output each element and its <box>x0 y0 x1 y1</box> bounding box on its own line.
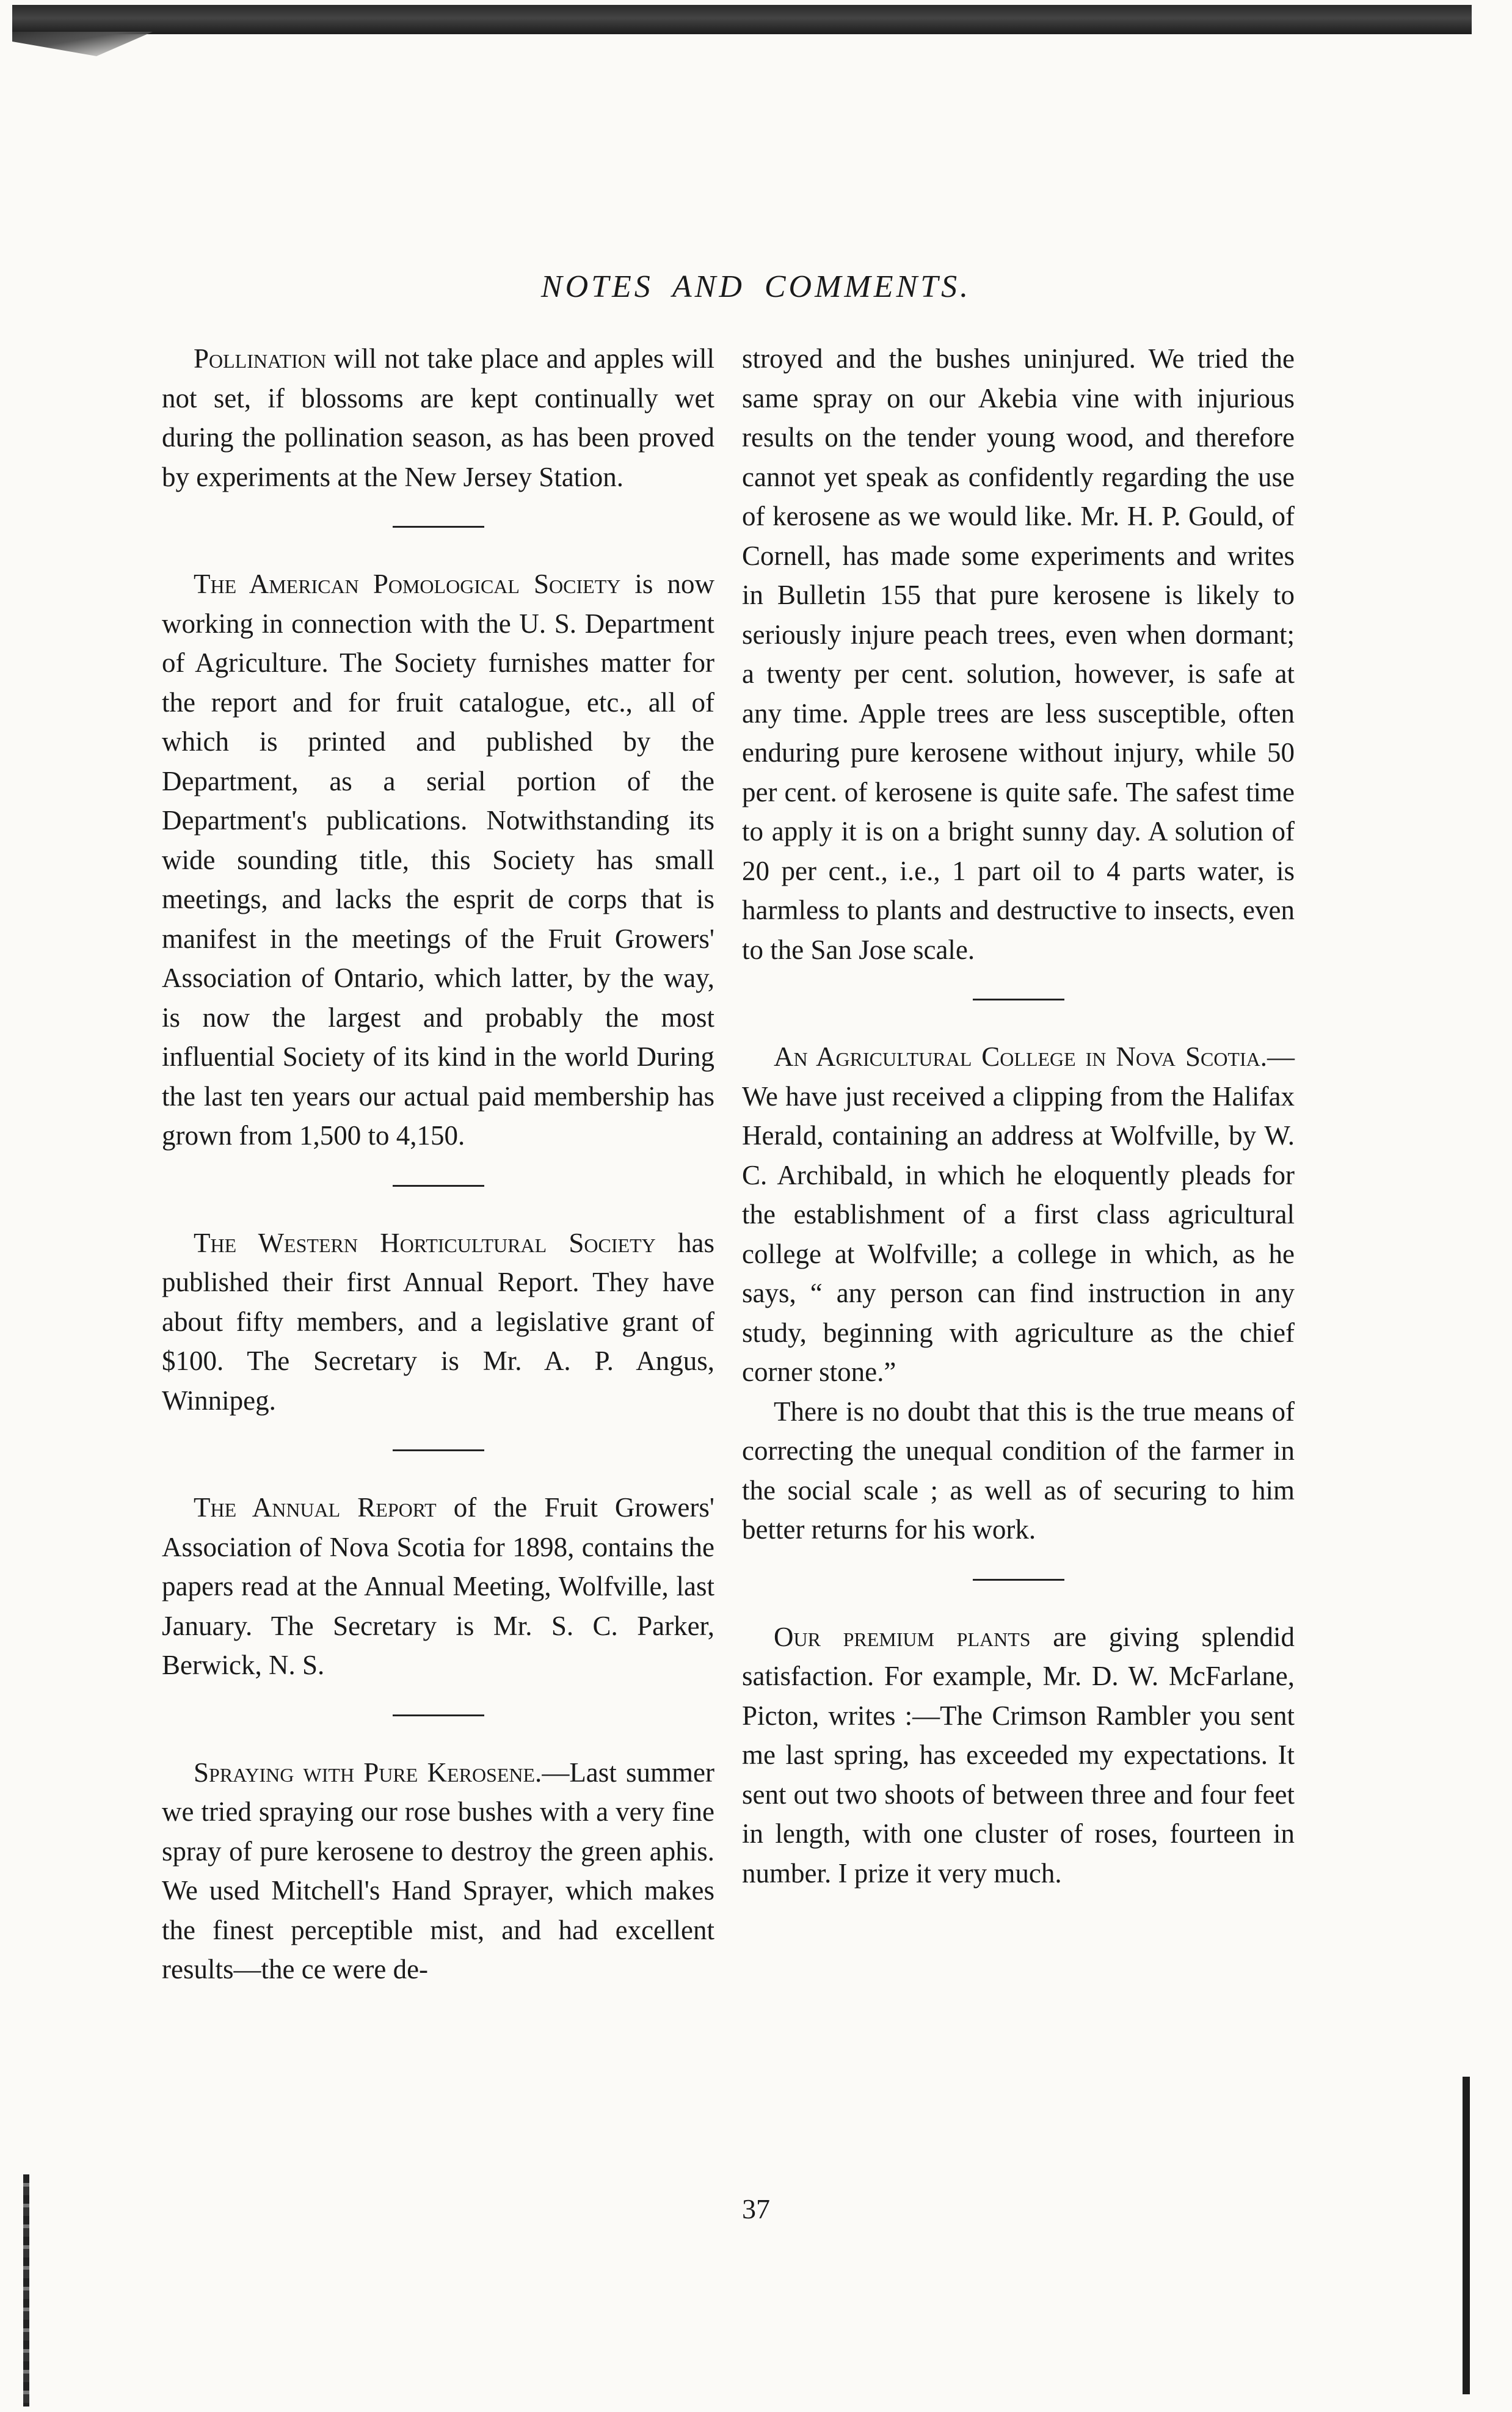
section-rule <box>393 1449 484 1451</box>
page-title: NOTES AND COMMENTS. <box>540 269 972 304</box>
note-kerosene-spraying <box>162 1753 714 1989</box>
note-text: are giving splendid satisfaction. For example, Mr. D. W. McFarlane, Picton, writes :—The Crimson Rambler you sent me last spring, has exceeded my expectations. It sent out two shoots of between three and four feet in length, with one cluster of roses, fourteen in number. I prize it very much. <box>742 1621 1295 1889</box>
section-rule <box>973 1579 1064 1581</box>
note-text: will not take place and apples will not set, if blossoms are kept continually wet during the pollination season, as has been proved by experiments at the New Jersey Station. <box>162 343 714 492</box>
note-lead: The American Pomological Society <box>194 569 621 599</box>
note-lead: Spraying with Pure Kerosene. <box>194 1757 542 1788</box>
note-pollination <box>162 339 714 497</box>
scan-edge-corner <box>12 32 153 56</box>
page-number: 37 <box>742 2193 770 2224</box>
note-text: There is no doubt that this is the true means of correcting the unequal condition of the farmer in the social scale ; as well as of securing to him better returns for his work. <box>742 1396 1295 1545</box>
note-text: is now working in connection with the U. S. Department of Agriculture. The Society furnishes matter for the report and for fruit catalogue, etc., all of which is printed and published by the Department, as a serial portion of the Department's publications. Notwithstanding its wide sounding title, this Society has small meetings, and lacks the esprit de corps that is manifest in the meetings of the Fruit Growers' Association of Ontario, which latter, by the way, is now the largest and probably the most influential Society of its kind in the world During the last ten years our actual paid membership has grown from 1,500 to 4,150. <box>162 569 714 1151</box>
note-annual-report <box>162 1488 714 1685</box>
note-lead: An Agricultural College in Nova Scotia. <box>774 1041 1267 1072</box>
scan-edge-top <box>12 5 1472 34</box>
note-lead: The Annual Report <box>194 1492 437 1523</box>
section-rule <box>973 999 1064 1000</box>
note-lead: Our premium plants <box>774 1621 1031 1652</box>
note-text: has published their first Annual Report. They have about fifty members, and a legislative grant of $100. The Secretary is Mr. A. P. Angus, Winnipeg. <box>162 1227 714 1416</box>
right-column <box>742 339 1295 1893</box>
note-text: —Last summer we tried spraying our rose bushes with a very fine spray of pure kerosene to destroy the green aphis. We used Mitchell's Hand Sprayer, which makes the finest perceptible mist, and had excellent results—the ce were de- <box>162 1757 714 1984</box>
note-pomological-society <box>162 564 714 1156</box>
note-text: of the Fruit Growers' Association of Nova Scotia for 1898, contains the papers read at the Annual Meeting, Wolfville, last January. The Secretary is Mr. S. C. Parker, Berwick, N. S. <box>162 1492 714 1680</box>
scan-edge-right <box>1463 2077 1470 2394</box>
note-agricultural-college-followup <box>742 1392 1295 1550</box>
left-column <box>162 339 714 1989</box>
section-rule <box>393 1714 484 1716</box>
note-lead: Pollination <box>194 343 326 374</box>
note-text: —We have just received a clipping from the Halifax Herald, containing an address at Wolfville, by W. C. Archibald, in which he eloquently pleads for the establishment of a first class agricultural college at Wolfville; a college in which, as he says, “ any person can find instruction in any study, beginning with agriculture as the chief corner stone.” <box>742 1041 1295 1387</box>
note-text: stroyed and the bushes uninjured. We tried the same spray on our Akebia vine with injurious results on the tender young wood, and therefore cannot yet speak as confidently regarding the use of kerosene as we would like. Mr. H. P. Gould, of Cornell, has made some experiments and writes in Bulletin 155 that pure kerosene is likely to seriously injure peach trees, even when dormant; a twenty per cent. solution, however, is safe at any time. Apple trees are less susceptible, often enduring pure kerosene without injury, while 50 per cent. of kerosene is quite safe. The safest time to apply it is on a bright sunny day. A solution of 20 per cent., i.e., 1 part oil to 4 parts water, is harmless to plants and destructive to insects, even to the San Jose scale. <box>742 343 1295 965</box>
note-lead: The Western Horticultural Society <box>194 1227 656 1258</box>
note-kerosene-continued <box>742 339 1295 969</box>
section-rule <box>393 1185 484 1187</box>
note-agricultural-college <box>742 1037 1295 1392</box>
note-premium-plants <box>742 1617 1295 1893</box>
note-western-horticultural <box>162 1223 714 1421</box>
section-rule <box>393 526 484 528</box>
